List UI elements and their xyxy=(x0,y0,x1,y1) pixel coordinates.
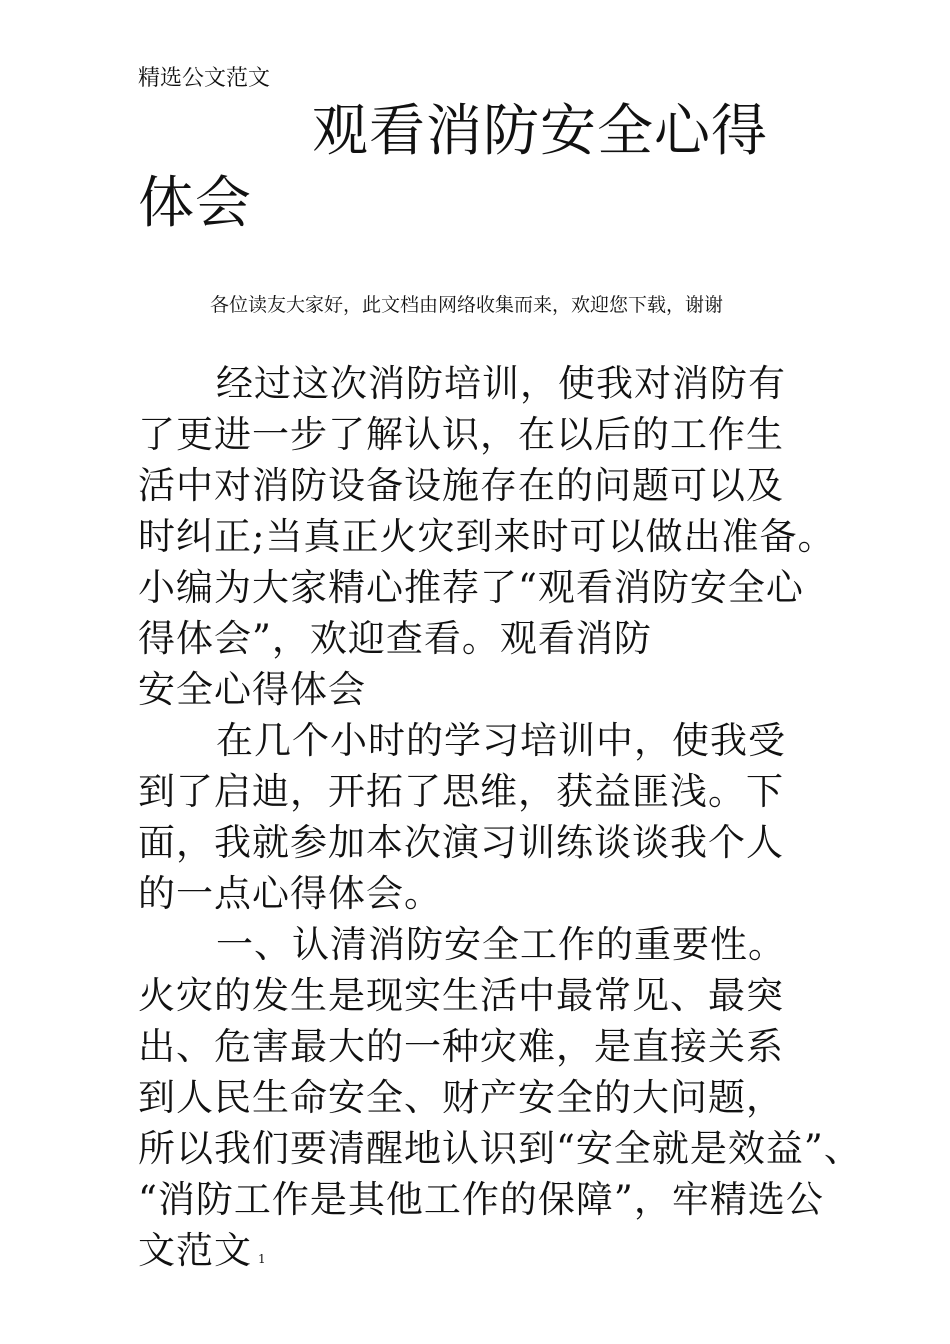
body-line: 火灾的发生是现实生活中最常见、最突 xyxy=(138,974,784,1017)
body-line-text: 文范文 xyxy=(138,1229,252,1272)
body-line: 活中对消防设备设施存在的问题可以及 xyxy=(138,464,784,507)
body-line: 一、认清消防安全工作的重要性。 xyxy=(216,923,786,966)
body-line: 在几个小时的学习培训中，使我受 xyxy=(216,719,786,762)
body-line: 时纠正;当真正火灾到来时可以做出准备。 xyxy=(138,515,836,558)
section-heading: 安全心得体会 xyxy=(138,668,366,711)
body-line: 经过这次消防培训，使我对消防有 xyxy=(216,362,786,405)
document-title-line-2: 体会 xyxy=(138,171,252,236)
body-line: 小编为大家精心推荐了“观看消防安全心 xyxy=(138,566,804,609)
body-line: 到人民生命安全、财产安全的大问题， xyxy=(138,1076,784,1119)
body-line: 的一点心得体会。 xyxy=(138,872,442,915)
body-line: 得体会”，欢迎查看。观看消防 xyxy=(138,617,652,660)
body-line: 所以我们要清醒地认识到“安全就是效益”、 xyxy=(138,1127,862,1170)
intro-note: 各位读友大家好，此文档由网络收集而来，欢迎您下载，谢谢 xyxy=(210,294,724,316)
body-text xyxy=(138,358,862,1276)
document-title-line-1: 观看消防安全心得 xyxy=(312,99,768,164)
page-number: 1 xyxy=(258,1252,267,1266)
body-line: 出、危害最大的一种灾难，是直接关系 xyxy=(138,1025,784,1068)
body-line-last xyxy=(138,1225,858,1276)
body-line: 面，我就参加本次演习训练谈谈我个人 xyxy=(138,821,784,864)
body-line: 了更进一步了解认识，在以后的工作生 xyxy=(138,413,784,456)
body-line: “消防工作是其他工作的保障”，牢精选公 xyxy=(138,1178,824,1221)
page-header: 精选公文范文 xyxy=(138,66,271,91)
body-line: 到了启迪，开拓了思维，获益匪浅。下 xyxy=(138,770,784,813)
